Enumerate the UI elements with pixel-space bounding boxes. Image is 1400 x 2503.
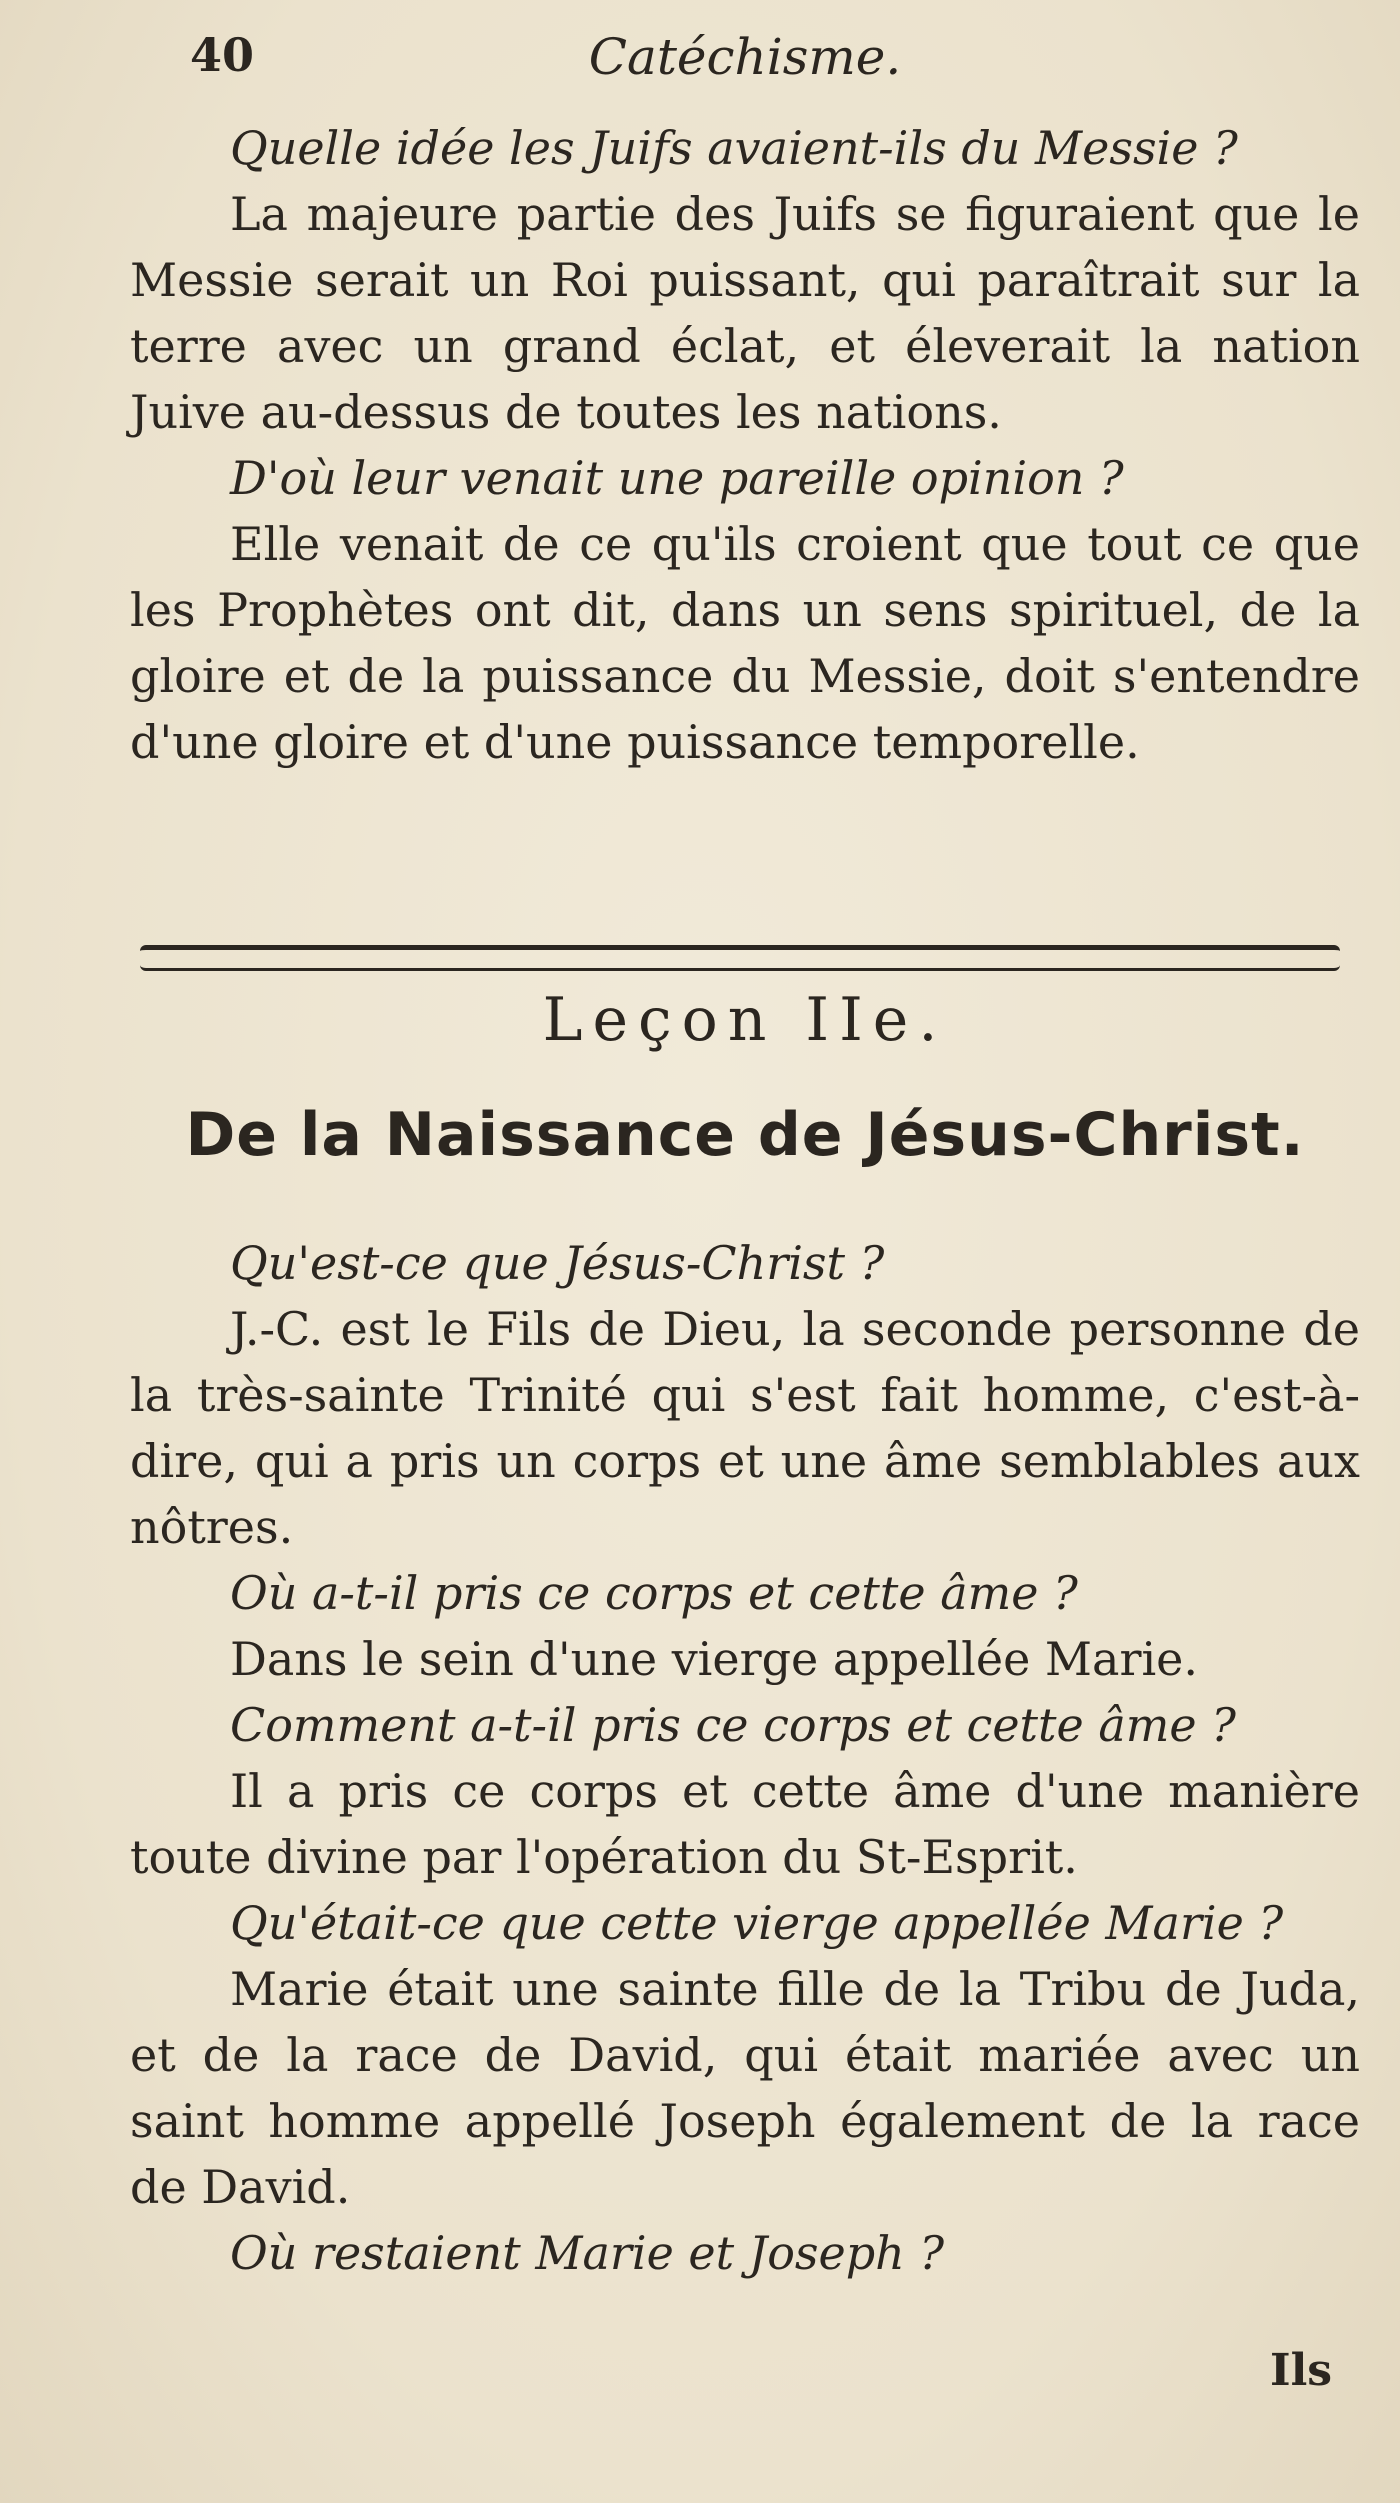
section-naissance (130, 1230, 1360, 2286)
catchword: Ils (1270, 2345, 1333, 2396)
question-3: Comment a-t-il pris ce corps et cette âme ? (230, 1698, 1236, 1752)
answer-3: Il a pris ce corps et cette âme d'une manière toute divine par l'opération du St-Esprit. (130, 1764, 1360, 1884)
running-title: Catéchisme. (588, 28, 902, 86)
lesson-title: De la Naissance de Jésus-Christ. (185, 1100, 1305, 1170)
answer-4: Marie était une sainte fille de la Tribu de Juda, et de la race de David, qui était mariée avec un saint homme appellé Joseph également de la race de David. (130, 1962, 1360, 2214)
question-2: Où a-t-il pris ce corps et cette âme ? (230, 1566, 1078, 1620)
page-number: 40 (190, 28, 255, 82)
answer-1: J.-C. est le Fils de Dieu, la seconde personne de la très-sainte Trinité qui s'est fait homme, c'est-à-dire, qui a pris un corps et une âme semblables aux nôtres. (130, 1302, 1360, 1554)
section-divider-rule (140, 945, 1340, 971)
question-2: D'où leur venait une pareille opinion ? (230, 451, 1124, 505)
answer-1: La majeure partie des Juifs se figuraient que le Messie serait un Roi puissant, qui paraîtrait sur la terre avec un grand éclat, et éleverait la nation Juive au-dessus de toutes les nations. (130, 187, 1360, 439)
question-5: Où restaient Marie et Joseph ? (230, 2226, 945, 2280)
answer-2: Dans le sein d'une vierge appellée Marie. (230, 1632, 1198, 1686)
section-messie (130, 115, 1360, 775)
question-1: Qu'est-ce que Jésus-Christ ? (230, 1236, 885, 1290)
lesson-heading: Leçon IIe. (542, 985, 948, 1055)
page-header (130, 28, 1360, 98)
question-1: Quelle idée les Juifs avaient-ils du Messie ? (230, 121, 1238, 175)
answer-2: Elle venait de ce qu'ils croient que tout ce que les Prophètes ont dit, dans un sens spirituel, de la gloire et de la puissance du Messie, doit s'entendre d'une gloire et d'une puissance temporelle. (130, 517, 1360, 769)
question-4: Qu'était-ce que cette vierge appellée Marie ? (230, 1896, 1284, 1950)
